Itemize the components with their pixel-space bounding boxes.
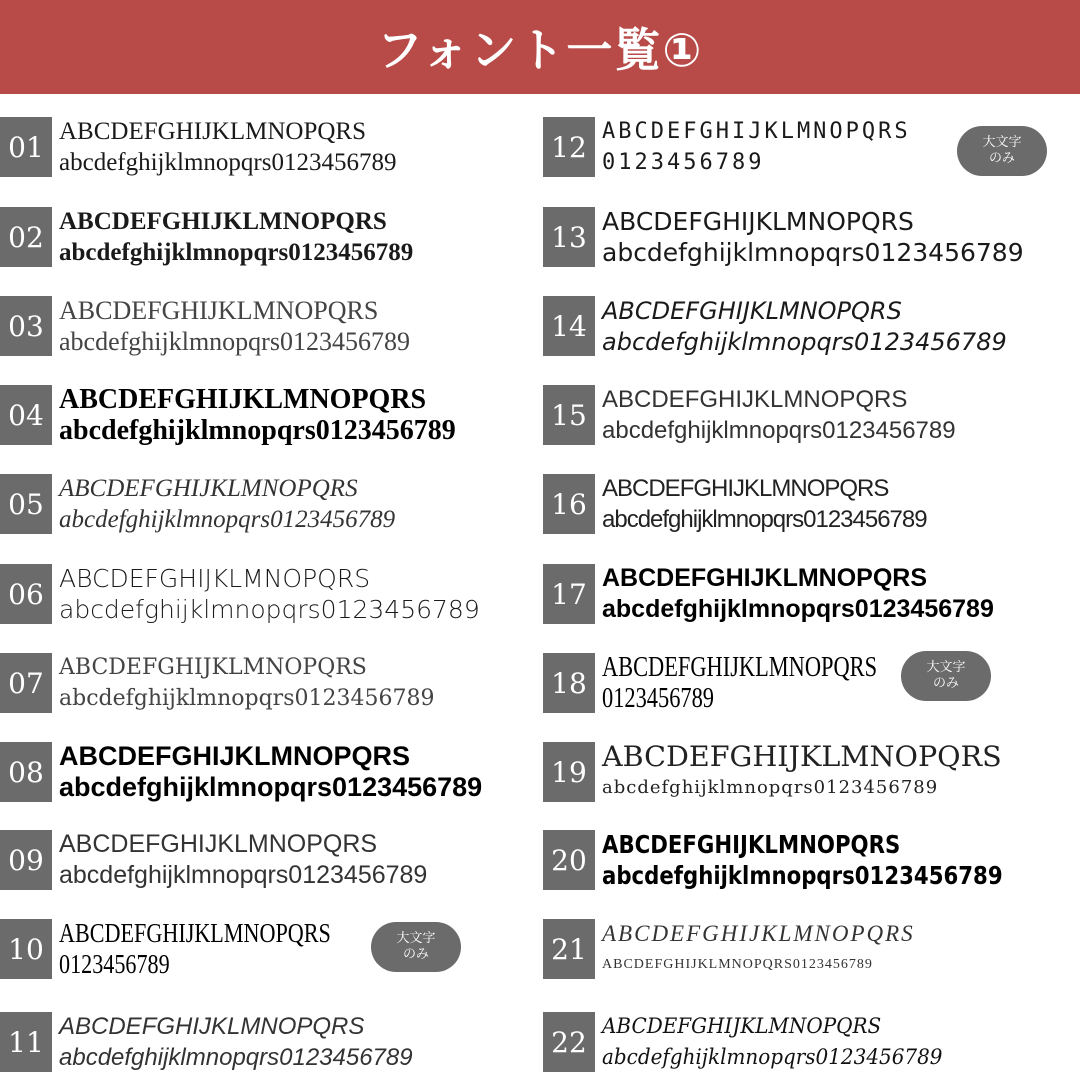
font-number: 07: [0, 653, 52, 713]
uppercase-sample: ABCDEFGHIJKLMNOPQRS: [602, 739, 1002, 773]
font-sample: [59, 473, 395, 535]
font-row-16: [543, 474, 927, 534]
font-sample: [602, 563, 994, 625]
lowercase-sample: abcdefghijklmnopqrs0123456789: [59, 326, 410, 356]
font-row-07: [0, 653, 434, 713]
font-number: 06: [0, 564, 52, 624]
lowercase-sample: abcdefghijklmnopqrs0123456789: [602, 1045, 943, 1069]
font-row-18: [543, 653, 946, 713]
font-number: 01: [0, 117, 52, 177]
lowercase-sample: abcdefghijklmnopqrs0123456789: [602, 776, 939, 798]
font-number: 02: [0, 207, 52, 267]
uppercase-sample: ABCDEFGHIJKLMNOPQRS: [59, 118, 366, 145]
lowercase-sample: abcdefghijklmnopqrs0123456789: [59, 772, 483, 802]
font-row-20: [543, 830, 1073, 890]
uppercase-sample: ABCDEFGHIJKLMNOPQRS: [59, 383, 427, 415]
lowercase-sample: abcdefghijklmnopqrs0123456789: [59, 149, 397, 176]
font-sample: [602, 1011, 942, 1073]
lowercase-sample: abcdefghijklmnopqrs0123456789: [602, 327, 1007, 356]
uppercase-sample: ABCDEFGHIJKLMNOPQRS: [602, 651, 878, 683]
lowercase-sample: abcdefghijklmnopqrs0123456789: [602, 861, 1003, 890]
font-row-21: [543, 919, 915, 979]
font-number: 17: [543, 564, 595, 624]
uppercase-sample: ABCDEFGHIJKLMNOPQRS: [59, 564, 371, 593]
font-number: 15: [543, 385, 595, 445]
font-sample: [602, 206, 1024, 268]
font-sample: [59, 563, 480, 625]
uppercase-sample: ABCDEFGHIJKLMNOPQRS: [59, 830, 378, 858]
font-row-11: [0, 1012, 413, 1072]
font-row-12: [543, 117, 911, 177]
font-row-17: [543, 564, 994, 624]
lowercase-sample: abcdefghijklmnopqrs0123456789: [602, 416, 956, 444]
font-row-15: [543, 385, 956, 445]
uppercase-sample: ABCDEFGHIJKLMNOPQRS: [602, 118, 911, 144]
font-row-09: [0, 830, 427, 890]
uppercase-sample: ABCDEFGHIJKLMNOPQRS: [602, 296, 902, 325]
font-sample: [602, 116, 911, 178]
font-row-06: [0, 564, 480, 624]
uppercase-sample: ABCDEFGHIJKLMNOPQRS: [59, 475, 358, 502]
font-sample: [59, 116, 396, 178]
uppercase-sample: ABCDEFGHIJKLMNOPQRS: [59, 918, 331, 948]
uppercase-sample: ABCDEFGHIJKLMNOPQRS: [59, 654, 367, 680]
lowercase-sample: 0123456789: [59, 949, 170, 979]
uppercase-sample: ABCDEFGHIJKLMNOPQRS: [59, 295, 379, 325]
font-number: 16: [543, 474, 595, 534]
font-number: 20: [543, 830, 595, 890]
lowercase-sample: abcdefghijklmnopqrs0123456789: [59, 239, 414, 266]
font-sample: [59, 206, 413, 268]
uppercase-only-badge: 大文字 のみ: [371, 922, 461, 972]
uppercase-sample: ABCDEFGHIJKLMNOPQRS: [602, 564, 928, 592]
font-number: 22: [543, 1012, 595, 1072]
lowercase-sample: abcdefghijklmnopqrs0123456789: [59, 1043, 413, 1071]
lowercase-sample: ABCDEFGHIJKLMNOPQRS0123456789: [602, 956, 873, 972]
font-sample: [602, 473, 927, 535]
font-number: 10: [0, 919, 52, 979]
font-sample: [602, 384, 956, 446]
lowercase-sample: 0123456789: [602, 149, 765, 175]
lowercase-sample: abcdefghijklmnopqrs0123456789: [59, 506, 396, 533]
font-number: 12: [543, 117, 595, 177]
lowercase-sample: 0123456789: [602, 682, 714, 714]
uppercase-sample: ABCDEFGHIJKLMNOPQRS: [59, 208, 387, 235]
font-number: 05: [0, 474, 52, 534]
font-sample: [602, 739, 1002, 803]
font-sample: [602, 652, 877, 714]
font-sample: [59, 741, 482, 803]
font-number: 14: [543, 296, 595, 356]
lowercase-sample: abcdefghijklmnopqrs0123456789: [602, 505, 927, 533]
font-row-19: [543, 739, 1002, 802]
font-sample: [59, 384, 456, 446]
lowercase-sample: abcdefghijklmnopqrs0123456789: [59, 861, 428, 889]
font-number: 19: [543, 742, 595, 802]
font-row-13: [543, 207, 1024, 267]
lowercase-sample: abcdefghijklmnopqrs0123456789: [59, 685, 435, 711]
lowercase-sample: abcdefghijklmnopqrs0123456789: [59, 414, 456, 446]
font-row-05: [0, 474, 395, 534]
font-row-01: [0, 117, 396, 177]
font-row-04: [0, 385, 456, 445]
uppercase-sample: ABCDEFGHIJKLMNOPQRS: [602, 830, 901, 859]
lowercase-sample: abcdefghijklmnopqrs0123456789: [602, 238, 1024, 267]
font-sample: [59, 652, 434, 714]
font-sample: [59, 829, 427, 891]
font-row-08: [0, 742, 482, 802]
font-number: 13: [543, 207, 595, 267]
font-sample: [59, 295, 410, 357]
font-sample: [602, 295, 1007, 357]
font-sample: [602, 829, 1003, 891]
font-number: 18: [543, 653, 595, 713]
font-number: 09: [0, 830, 52, 890]
uppercase-sample: ABCDEFGHIJKLMNOPQRS: [59, 741, 411, 771]
uppercase-sample: ABCDEFGHIJKLMNOPQRS: [602, 385, 908, 413]
uppercase-only-badge: 大文字 のみ: [957, 126, 1047, 176]
font-number: 11: [0, 1012, 52, 1072]
header-bar: [0, 0, 1080, 94]
font-sample: [602, 918, 915, 980]
font-row-02: [0, 207, 413, 267]
uppercase-sample: ABCDEFGHIJKLMNOPQRS: [602, 474, 889, 502]
page-title: フォント一覧①: [376, 23, 704, 77]
uppercase-sample: ABCDEFGHIJKLMNOPQRS: [59, 1012, 365, 1040]
uppercase-sample: ABCDEFGHIJKLMNOPQRS: [602, 1014, 882, 1038]
font-number: 03: [0, 296, 52, 356]
font-sample: [59, 918, 331, 980]
font-row-03: [0, 296, 410, 356]
font-number: 04: [0, 385, 52, 445]
font-row-22: [543, 1012, 960, 1072]
uppercase-sample: ABCDEFGHIJKLMNOPQRS: [602, 921, 915, 946]
uppercase-sample: ABCDEFGHIJKLMNOPQRS: [602, 207, 914, 236]
lowercase-sample: abcdefghijklmnopqrs0123456789: [59, 595, 480, 624]
font-row-10: [0, 919, 391, 979]
font-sample: [59, 1011, 413, 1073]
uppercase-only-badge: 大文字 のみ: [901, 651, 991, 701]
font-number: 08: [0, 742, 52, 802]
font-row-14: [543, 296, 1007, 356]
lowercase-sample: abcdefghijklmnopqrs0123456789: [602, 595, 994, 623]
font-number: 21: [543, 919, 595, 979]
